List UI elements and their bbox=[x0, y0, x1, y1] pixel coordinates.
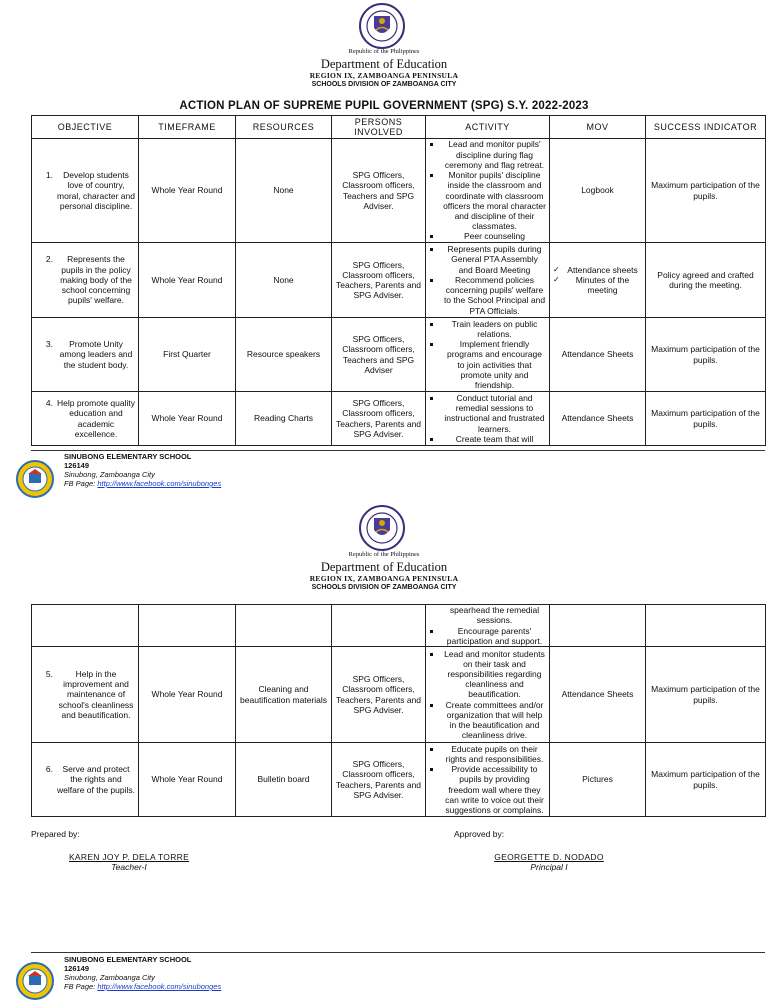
page-2 bbox=[0, 500, 768, 1006]
activity-cell bbox=[426, 243, 550, 318]
table-header-row bbox=[32, 116, 766, 139]
success-indicator-cell bbox=[646, 605, 766, 647]
activity-item: Create team that will bbox=[429, 434, 546, 444]
deped-seal-icon bbox=[356, 504, 408, 552]
resources-cell: Cleaning and beautification materials bbox=[236, 647, 332, 743]
table-row bbox=[32, 139, 766, 243]
approved-signature bbox=[470, 852, 628, 872]
persons-cell: SPG Officers, Classroom officers, Teachers, Parents and SPG Adviser. bbox=[332, 392, 426, 446]
resources-cell: None bbox=[236, 139, 332, 243]
success-indicator-cell: Maximum participation of the pupils. bbox=[646, 647, 766, 743]
table-row bbox=[32, 647, 766, 743]
objective-text: Promote Unity among leaders and the student body. bbox=[59, 339, 133, 370]
school-name: SINUBONG ELEMENTARY SCHOOL bbox=[64, 452, 192, 461]
objective-number: 5. bbox=[45, 668, 53, 679]
mov-cell: Attendance Sheets bbox=[550, 318, 646, 392]
fb-page-link[interactable]: http://www.facebook.com/sinubonges bbox=[97, 982, 222, 991]
objective-number: 4. bbox=[45, 398, 53, 409]
resources-cell bbox=[236, 605, 332, 647]
region-text: REGION IX, ZAMBOANGA PENINSULA bbox=[309, 574, 459, 583]
objective-text: Help in the improvement and maintenance of school's cleanliness and beautification. bbox=[58, 668, 134, 720]
mov-cell: Attendance Sheets bbox=[550, 647, 646, 743]
activity-item: Implement friendly programs and encourage to join activities that promote unity and friendship. bbox=[429, 339, 546, 390]
timeframe-cell bbox=[139, 605, 236, 647]
activity-cell bbox=[426, 318, 550, 392]
objective-cell bbox=[32, 318, 139, 392]
action-plan-table bbox=[31, 115, 766, 446]
timeframe-cell: Whole Year Round bbox=[139, 243, 236, 318]
timeframe-cell: Whole Year Round bbox=[139, 392, 236, 446]
resources-cell: Bulletin board bbox=[236, 743, 332, 817]
persons-cell: SPG Officers, Classroom officers, Teachers and SPG Adviser. bbox=[332, 139, 426, 243]
activity-item: Lead and monitor pupils' discipline during flag ceremony and flag retreat. bbox=[429, 139, 546, 170]
column-header: RESOURCES bbox=[236, 116, 332, 139]
prepared-role: Teacher-I bbox=[111, 862, 147, 872]
objective-cell bbox=[32, 647, 139, 743]
republic-text: Republic of the Philippines bbox=[348, 48, 420, 55]
activity-item: Peer counseling bbox=[429, 231, 546, 241]
activity-item: Conduct tutorial and remedial sessions to instructional and frustrated learners. bbox=[429, 393, 546, 434]
fb-label: FB Page: bbox=[64, 479, 96, 488]
department-name: Department of Education bbox=[320, 560, 448, 574]
school-info bbox=[64, 452, 221, 488]
school-address: Sinubong, Zamboanga City bbox=[64, 470, 155, 479]
timeframe-cell: Whole Year Round bbox=[139, 743, 236, 817]
division-text: SCHOOLS DIVISION OF ZAMBOANGA CITY bbox=[311, 584, 457, 591]
column-header: ACTIVITY bbox=[426, 116, 550, 139]
resources-cell: Reading Charts bbox=[236, 392, 332, 446]
fb-page-link[interactable]: http://www.facebook.com/sinubonges bbox=[97, 479, 222, 488]
activity-item: Educate pupils on their rights and responsibilities. bbox=[429, 744, 546, 764]
activity-item: Encourage parents' participation and support. bbox=[429, 626, 546, 646]
activity-continued: spearhead the remedial sessions. bbox=[449, 605, 540, 626]
objective-number: 6. bbox=[45, 764, 53, 775]
activity-cell bbox=[426, 743, 550, 817]
resources-cell: None bbox=[236, 243, 332, 318]
timeframe-cell: First Quarter bbox=[139, 318, 236, 392]
school-name: SINUBONG ELEMENTARY SCHOOL bbox=[64, 955, 192, 964]
activity-item: Monitor pupils' discipline inside the classroom and coordinate with classroom officers the moral character and discipline of their classmates. bbox=[429, 170, 546, 231]
objective-cell bbox=[32, 605, 139, 647]
objective-text: Serve and protect the rights and welfare of the pupils. bbox=[57, 764, 135, 795]
objective-number: 2. bbox=[45, 254, 53, 265]
objective-number: 3. bbox=[45, 339, 53, 350]
activity-cell bbox=[426, 139, 550, 243]
mov-cell: Logbook bbox=[550, 139, 646, 243]
persons-cell: SPG Officers, Classroom officers, Teachers, Parents and SPG Adviser. bbox=[332, 647, 426, 743]
school-id: 126149 bbox=[64, 964, 90, 973]
activity-item: Lead and monitor students on their task and responsibilities regarding cleanliness and beautification. bbox=[429, 649, 546, 700]
activity-cell bbox=[426, 392, 550, 446]
column-header: OBJECTIVE bbox=[32, 116, 139, 139]
division-text: SCHOOLS DIVISION OF ZAMBOANGA CITY bbox=[311, 81, 457, 88]
table-row bbox=[32, 243, 766, 318]
activity-item: Create committees and/or organization that will help in the beautification and cleanliness drive. bbox=[429, 700, 546, 741]
region-text: REGION IX, ZAMBOANGA PENINSULA bbox=[309, 71, 459, 80]
prepared-by-label: Prepared by: bbox=[31, 829, 80, 839]
objective-cell bbox=[32, 392, 139, 446]
objective-cell bbox=[32, 139, 139, 243]
timeframe-cell: Whole Year Round bbox=[139, 139, 236, 243]
success-indicator-cell: Maximum participation of the pupils. bbox=[646, 139, 766, 243]
school-info bbox=[64, 955, 221, 991]
activity-item: Represents pupils during General PTA Assembly and Board Meeting bbox=[429, 244, 546, 275]
mov-cell: Pictures bbox=[550, 743, 646, 817]
table-row bbox=[32, 318, 766, 392]
republic-text: Republic of the Philippines bbox=[348, 551, 420, 558]
page-1 bbox=[0, 0, 768, 500]
footer-divider bbox=[31, 952, 765, 953]
column-header: TIMEFRAME bbox=[139, 116, 236, 139]
objective-number: 1. bbox=[45, 170, 53, 181]
school-logo-icon bbox=[16, 962, 54, 1000]
activity-item: Provide accessibility to pupils by providing freedom wall where they can write to voice out their suggestions or complains. bbox=[429, 764, 546, 815]
timeframe-cell: Whole Year Round bbox=[139, 647, 236, 743]
table-row bbox=[32, 392, 766, 446]
activity-cell bbox=[426, 647, 550, 743]
persons-cell: SPG Officers, Classroom officers, Teachers and SPG Adviser bbox=[332, 318, 426, 392]
activity-cell bbox=[426, 605, 550, 647]
column-header: SUCCESS INDICATOR bbox=[646, 116, 766, 139]
objective-cell bbox=[32, 743, 139, 817]
activity-item: Train leaders on public relations. bbox=[429, 319, 546, 339]
column-header: PERSONS INVOLVED bbox=[332, 116, 426, 139]
fb-label: FB Page: bbox=[64, 982, 96, 991]
department-name: Department of Education bbox=[320, 57, 448, 71]
activity-item: Recommend policies concerning pupils' welfare to the School Principal and PTA Officials. bbox=[429, 275, 546, 316]
objective-cell bbox=[32, 243, 139, 318]
objective-text: Develop students love of country, moral, character and personal discipline. bbox=[57, 170, 135, 211]
success-indicator-cell: Policy agreed and crafted during the meeting. bbox=[646, 243, 766, 318]
table-row bbox=[32, 743, 766, 817]
persons-cell: SPG Officers, Classroom officers, Teachers, Parents and SPG Adviser. bbox=[332, 743, 426, 817]
success-indicator-cell: Maximum participation of the pupils. bbox=[646, 318, 766, 392]
objective-text: Represents the pupils in the policy making body of the school concerning pupils' welfare. bbox=[60, 254, 132, 306]
objective-text: Help promote quality education and academic excellence. bbox=[57, 398, 135, 439]
success-indicator-cell: Maximum participation of the pupils. bbox=[646, 392, 766, 446]
table-row bbox=[32, 605, 766, 647]
mov-item: ✓ Minutes of the meeting bbox=[553, 275, 642, 295]
action-plan-table-continued bbox=[31, 604, 766, 817]
mov-cell: Attendance Sheets bbox=[550, 392, 646, 446]
school-id: 126149 bbox=[64, 461, 90, 470]
prepared-signature bbox=[0, 852, 258, 872]
mov-item: ✓ Attendance sheets bbox=[553, 265, 642, 275]
footer-divider bbox=[31, 450, 765, 451]
school-logo-icon bbox=[16, 460, 54, 498]
persons-cell bbox=[332, 605, 426, 647]
approved-name: GEORGETTE D. NODADO bbox=[494, 852, 604, 862]
mov-cell bbox=[550, 243, 646, 318]
column-header: MOV bbox=[550, 116, 646, 139]
document-title: ACTION PLAN OF SUPREME PUPIL GOVERNMENT (SPG) S.Y. 2022-2023 bbox=[179, 100, 589, 112]
school-address: Sinubong, Zamboanga City bbox=[64, 973, 155, 982]
approved-by-label: Approved by: bbox=[454, 829, 505, 839]
deped-seal-icon bbox=[356, 2, 408, 50]
resources-cell: Resource speakers bbox=[236, 318, 332, 392]
mov-cell bbox=[550, 605, 646, 647]
approved-role: Principal I bbox=[530, 862, 568, 872]
success-indicator-cell: Maximum participation of the pupils. bbox=[646, 743, 766, 817]
prepared-name: KAREN JOY P. DELA TORRE bbox=[68, 852, 190, 862]
persons-cell: SPG Officers, Classroom officers, Teachers, Parents and SPG Adviser. bbox=[332, 243, 426, 318]
